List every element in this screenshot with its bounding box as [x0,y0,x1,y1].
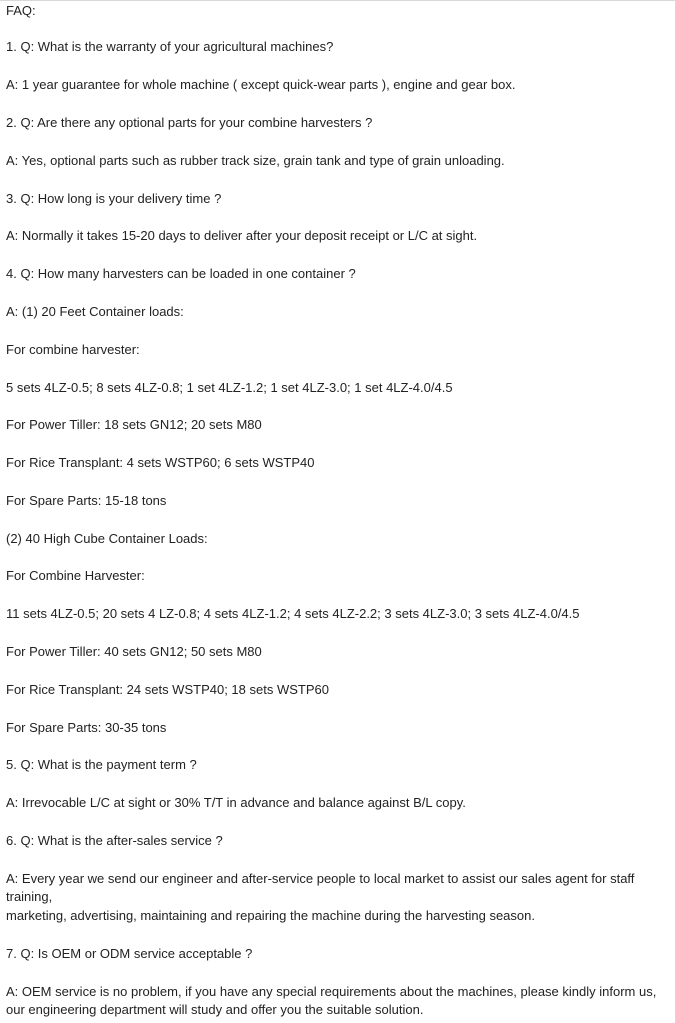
faq-answer-4-40hc-rice-transplant: For Rice Transplant: 24 sets WSTP40; 18 sets WSTP60 [6,682,329,697]
faq-answer-4-20ft-heading: A: (1) 20 Feet Container loads: [6,304,184,319]
faq-answer-4-20ft-combine-sets: 5 sets 4LZ-0.5; 8 sets 4LZ-0.8; 1 set 4LZ-1.2; 1 set 4LZ-3.0; 1 set 4LZ-4.0/4.5 [6,380,453,395]
faq-answer-4-40hc-combine-label: For Combine Harvester: [6,568,145,583]
faq-answer-6-part-2: marketing, advertising, maintaining and repairing the machine during the harvesting season. [6,908,535,923]
faq-answer-4-40hc-spare-parts: For Spare Parts: 30-35 tons [6,720,167,735]
faq-question-2: 2. Q: Are there any optional parts for your combine harvesters ? [6,115,373,130]
faq-question-1: 1. Q: What is the warranty of your agricultural machines? [6,39,334,54]
faq-answer-7: A: OEM service is no problem, if you have any special requirements about the machines, please kindly inform us, our engineering department will study and offer you the suitable solution. [6,984,657,1017]
faq-answer-4-40hc-heading: (2) 40 High Cube Container Loads: [6,531,208,546]
faq-answer-4-40hc-power-tiller: For Power Tiller: 40 sets GN12; 50 sets M80 [6,644,262,659]
faq-answer-4-20ft-rice-transplant: For Rice Transplant: 4 sets WSTP60; 6 sets WSTP40 [6,455,315,470]
faq-question-5: 5. Q: What is the payment term ? [6,757,197,772]
faq-question-6: 6. Q: What is the after-sales service ? [6,833,223,848]
faq-answer-2: A: Yes, optional parts such as rubber track size, grain tank and type of grain unloading. [6,153,505,168]
faq-answer-6-part-1: A: Every year we send our engineer and after-service people to local market to assist our sales agent for staff training, [6,871,635,904]
faq-answer-4-20ft-spare-parts: For Spare Parts: 15-18 tons [6,493,167,508]
faq-answer-3: A: Normally it takes 15-20 days to deliver after your deposit receipt or L/C at sight. [6,228,478,243]
faq-answer-4-20ft-power-tiller: For Power Tiller: 18 sets GN12; 20 sets M80 [6,417,262,432]
faq-question-7: 7. Q: Is OEM or ODM service acceptable ? [6,946,253,961]
faq-answer-4-20ft-combine-label: For combine harvester: [6,342,140,357]
faq-answer-5: A: Irrevocable L/C at sight or 30% T/T in advance and balance against B/L copy. [6,795,466,810]
faq-answer-1: A: 1 year guarantee for whole machine ( except quick-wear parts ), engine and gear box. [6,77,516,92]
faq-question-3: 3. Q: How long is your delivery time ? [6,191,222,206]
faq-question-4: 4. Q: How many harvesters can be loaded in one container ? [6,266,356,281]
faq-heading: FAQ: [6,3,36,18]
faq-answer-4-40hc-combine-sets: 11 sets 4LZ-0.5; 20 sets 4 LZ-0.8; 4 sets 4LZ-1.2; 4 sets 4LZ-2.2; 3 sets 4LZ-3.0; 3 sets 4LZ-4.0/4.5 [6,606,580,621]
